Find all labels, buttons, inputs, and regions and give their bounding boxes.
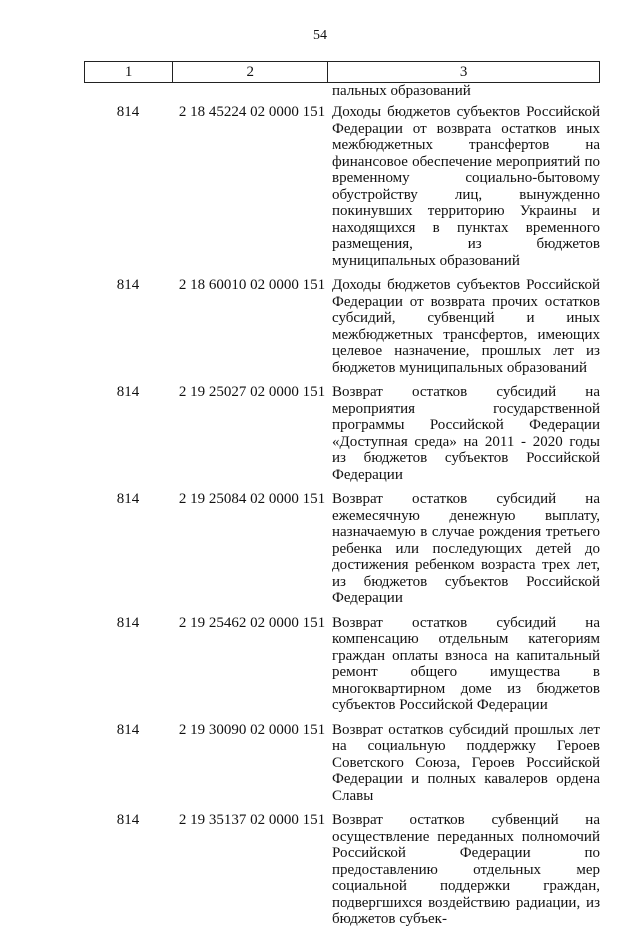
page-number: 54 [313, 28, 327, 43]
admin-code: 814 [116, 721, 140, 738]
table-row [84, 277, 600, 376]
admin-code: 814 [116, 104, 140, 120]
budget-code: 2 18 45224 02 0000 151 [178, 104, 326, 120]
table-row [84, 812, 600, 928]
budget-code: 2 19 25027 02 0000 151 [178, 384, 326, 400]
admin-code: 814 [116, 277, 140, 293]
budget-code: 2 19 35137 02 0000 151 [178, 812, 326, 828]
description: Возврат остатков субсидий прошлых лет на социальную поддержку Героев Советского Союза, Героев Российской Федерации и полных кавалеров ордена Славы [332, 721, 600, 804]
budget-code: 2 19 25084 02 0000 151 [178, 491, 326, 507]
table-row [84, 104, 600, 269]
admin-code: 814 [116, 812, 140, 828]
budget-code: 2 18 60010 02 0000 151 [178, 277, 326, 293]
description: Доходы бюджетов субъектов Российской Федерации от возврата прочих остатков субсидий, субвенций и иных межбюджетных трансфертов, имеющих целевое назначение, прошлых лет из бюджетов муниципальных образований [332, 277, 600, 376]
admin-code: 814 [116, 614, 140, 631]
description: Доходы бюджетов субъектов Российской Федерации от возврата остатков иных межбюджетных трансфертов на финансовое обеспечение мероприятий по временному социально-бытовому обустройству лиц, вынужденно покинувших территорию Украины и находящихся в пунктах временного размещения, из бюджетов муниципальных образований [332, 104, 600, 269]
description: Возврат остатков субсидий на компенсацию отдельным категориям граждан оплаты взноса на капитальный ремонт общего имущества в многоквартирном доме из бюджетов субъектов Российской Федерации [332, 614, 600, 713]
description: Возврат остатков субсидий на мероприятия государственной программы Российской Федерации «Доступная среда» на 2011 - 2020 годы из бюджетов субъектов Российской Федерации [332, 384, 600, 483]
description: Возврат остатков субсидий на ежемесячную денежную выплату, назначаемую в случае рождения третьего ребенка или последующих детей до достижения ребенком возраста трех лет, из бюджетов субъектов Российской Федерации [332, 491, 600, 606]
header-col-3: 3 [328, 62, 600, 83]
table-row [84, 491, 600, 607]
table-row [84, 384, 600, 483]
table-header [84, 61, 600, 83]
admin-code: 814 [116, 491, 140, 507]
header-col-2: 2 [173, 62, 328, 83]
table-body [84, 104, 600, 936]
description: Возврат остатков субвенций на осуществление переданных полномочий Российской Федерации по предоставлению отдельных мер социальной поддержки граждан, подвергшихся воздействию радиации, из бюджетов субъек- [332, 812, 600, 927]
continuation-text: пальных образований [332, 83, 471, 99]
budget-code: 2 19 25462 02 0000 151 [178, 614, 326, 631]
admin-code: 814 [116, 384, 140, 400]
header-col-1: 1 [85, 62, 173, 83]
table-row [84, 722, 600, 805]
budget-code: 2 19 30090 02 0000 151 [178, 721, 326, 738]
table-row [84, 615, 600, 714]
